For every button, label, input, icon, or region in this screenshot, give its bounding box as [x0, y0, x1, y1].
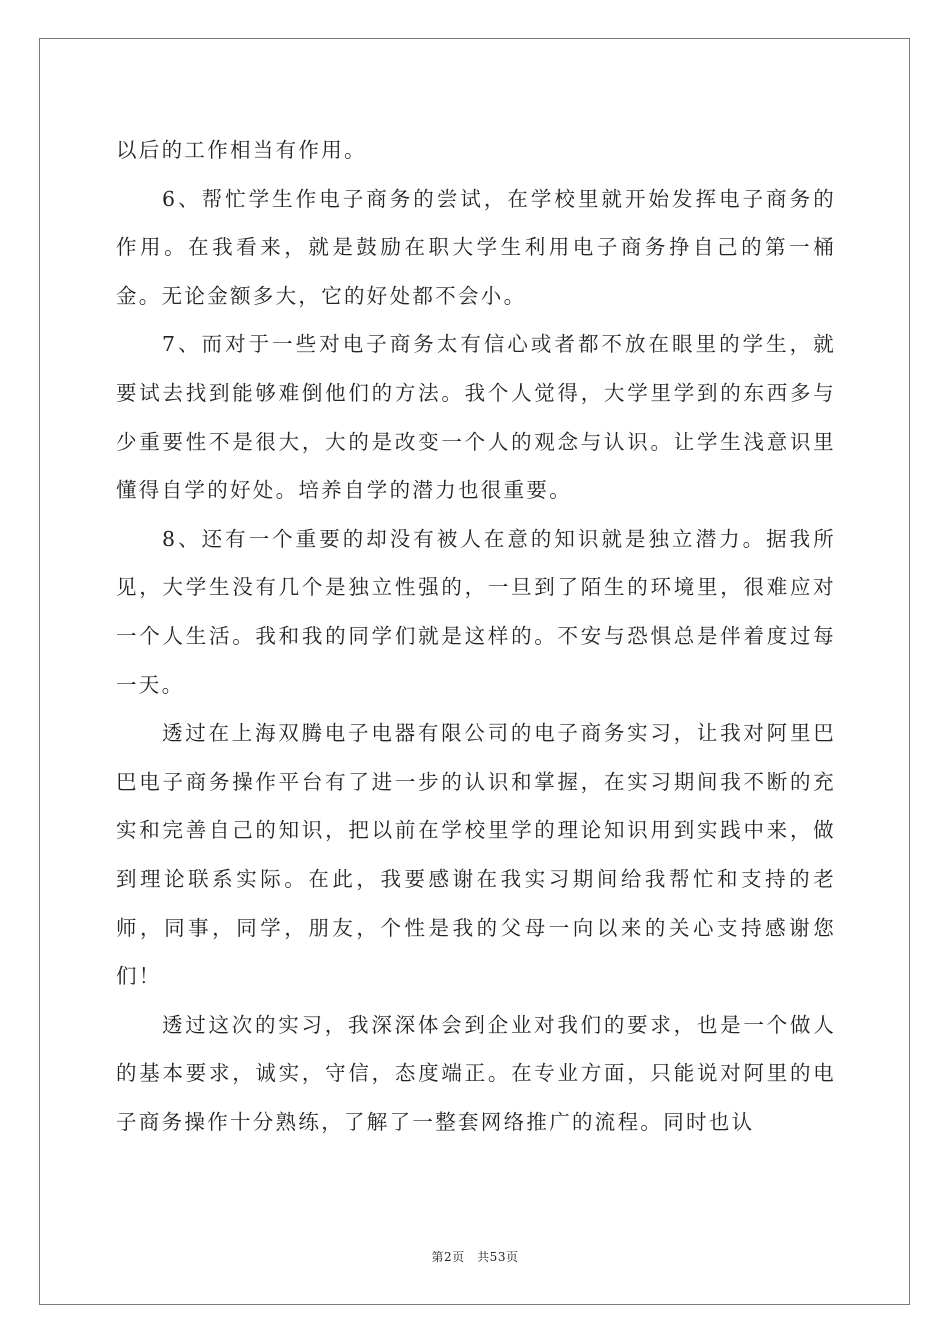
paragraph-6: 透过这次的实习，我深深体会到企业对我们的要求，也是一个做人的基本要求，诚实，守信，态度端正。在专业方面，只能说对阿里的电子商务操作十分熟练，了解了一整套网络推广的流程。同时也认	[116, 1012, 836, 1134]
paragraph-1: 以后的工作相当有作用。	[116, 138, 367, 162]
document-body	[116, 126, 836, 1146]
page-footer	[0, 1248, 950, 1265]
paragraph-4: 8、还有一个重要的却没有被人在意的知识就是独立潜力。据我所见，大学生没有几个是独立性强的，一旦到了陌生的环境里，很难应对一个人生活。我和我的同学们就是这样的。不安与恐惧总是伴着度过每一天。	[116, 526, 836, 697]
paragraph-5: 透过在上海双腾电子电器有限公司的电子商务实习，让我对阿里巴巴电子商务操作平台有了进一步的认识和掌握，在实习期间我不断的充实和完善自己的知识，把以前在学校里学的理论知识用到实践中来，做到理论联系实际。在此，我要感谢在我实习期间给我帮忙和支持的老师，同事，同学，朋友，个性是我的父母一向以来的关心支持感谢您们！	[116, 721, 836, 989]
paragraph-3: 7、而对于一些对电子商务太有信心或者都不放在眼里的学生，就要试去找到能够难倒他们的方法。我个人觉得，大学里学到的东西多与少重要性不是很大，大的是改变一个人的观念与认识。让学生浅意识里懂得自学的好处。培养自学的潜力也很重要。	[116, 332, 836, 503]
paragraph-2: 6、帮忙学生作电子商务的尝试，在学校里就开始发挥电子商务的作用。在我看来，就是鼓励在职大学生利用电子商务挣自己的第一桶金。无论金额多大，它的好处都不会小。	[116, 186, 836, 308]
page-number: 第2页 共53页	[431, 1250, 519, 1264]
